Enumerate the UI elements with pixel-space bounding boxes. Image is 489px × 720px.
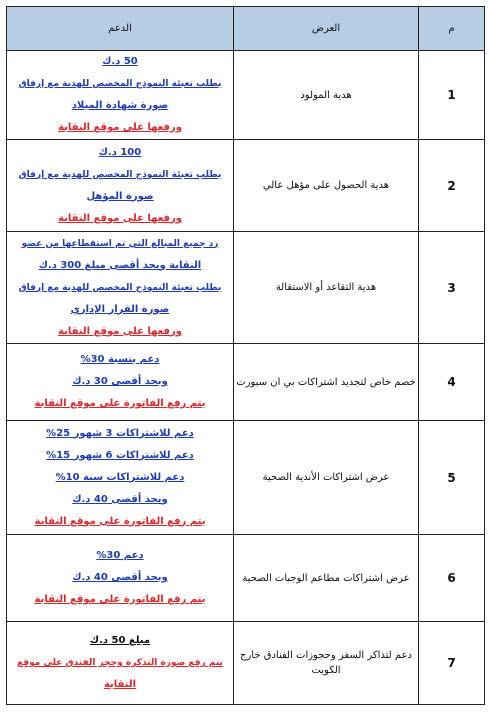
support-line: 100 د.ك: [98, 146, 142, 158]
support-line: بطلب تعبئة النموذج المخصص للهدية مع إرفاق: [18, 282, 222, 293]
support-line: دعم للاشتراكات 3 شهور 25%: [46, 427, 194, 439]
row-number: 5: [419, 421, 485, 535]
row-number: 2: [419, 140, 485, 232]
table-row: [7, 51, 485, 140]
support-line: صورة شهادة الميلاد: [71, 100, 169, 111]
support-line: وبحد أقصى 40 د.ك: [72, 493, 168, 505]
support-line: بطلب تعبئة النموذج المخصص للهدية مع إرفاق: [18, 79, 222, 89]
header-offer: العرض: [234, 7, 419, 51]
support-line: يتم رفع صورة التذكرة وحجز الفندق على موقع: [17, 658, 223, 668]
row-number: 3: [419, 232, 485, 344]
support-cell: [7, 622, 234, 705]
support-line: 50 د.ك: [102, 56, 138, 67]
support-line: يتم رفع الفاتورة على موقع النقابة: [34, 594, 206, 605]
header-num: م: [419, 7, 485, 51]
support-line: النقابة وبحد أقصى مبلغ 300 د.ك: [38, 259, 202, 271]
offer-cell: دعم لتذاكر السفر وحجوزات الفنادق خارج الكويت: [234, 622, 419, 705]
support-line: ورفعها على موقع النقابة: [58, 212, 182, 224]
support-line: صورة القرار الإداري: [70, 303, 170, 315]
support-cell: [7, 421, 234, 535]
offer-cell: هدية الحصول على مؤهل عالي: [234, 140, 419, 232]
support-line: دعم للاشتراكات 6 شهور 15%: [46, 449, 194, 461]
row-number: 1: [419, 51, 485, 140]
support-cell: [7, 232, 234, 344]
support-line: يتم رفع الفاتورة على موقع النقابة: [34, 515, 206, 527]
support-line: رد جميع المبالغ التي تم استقطاعها من عضو: [21, 238, 219, 249]
support-line: دعم بنسبة 30%: [80, 354, 160, 365]
table-row: [7, 535, 485, 622]
table-row: [7, 232, 485, 344]
support-line: بطلب تعبئة النموذج المخصص للهدية مع إرفاق: [18, 169, 222, 180]
support-line: وبحد أقصى 40 د.ك: [72, 572, 168, 583]
offer-cell: عرض اشتراكات مطاعم الوجبات الصحية: [234, 535, 419, 622]
row-number: 4: [419, 344, 485, 421]
offer-cell: هدية المولود: [234, 51, 419, 140]
offer-cell: عرض اشتراكات الأندية الصحية: [234, 421, 419, 535]
row-number: 6: [419, 535, 485, 622]
table-row: [7, 421, 485, 535]
support-line: مبلغ 50 د.ك: [89, 635, 151, 646]
support-cell: [7, 535, 234, 622]
support-line: صورة المؤهل: [86, 190, 154, 202]
header-row: [7, 7, 485, 51]
offer-cell: هدية التقاعد أو الاستقالة: [234, 232, 419, 344]
benefits-table: [6, 6, 485, 705]
offer-cell: خصم خاص لتجديد اشتراكات بي ان سبورت: [234, 344, 419, 421]
support-line: يتم رفع الفاتورة على موقع النقابة: [34, 398, 206, 409]
support-cell: [7, 344, 234, 421]
support-cell: [7, 140, 234, 232]
row-number: 7: [419, 622, 485, 705]
support-line: دعم 30%: [96, 550, 144, 561]
support-line: دعم للاشتراكات سنة 10%: [55, 471, 185, 483]
support-line: ورفعها على موقع النقابة: [58, 325, 182, 337]
header-support: الدعم: [7, 7, 234, 51]
support-cell: [7, 51, 234, 140]
support-line: النقابة: [103, 679, 137, 690]
table-row: [7, 140, 485, 232]
support-line: ورفعها على موقع النقابة: [58, 122, 182, 133]
table-row: [7, 344, 485, 421]
support-line: وبحد أقصى 30 د.ك: [72, 376, 168, 387]
table-row: [7, 622, 485, 705]
